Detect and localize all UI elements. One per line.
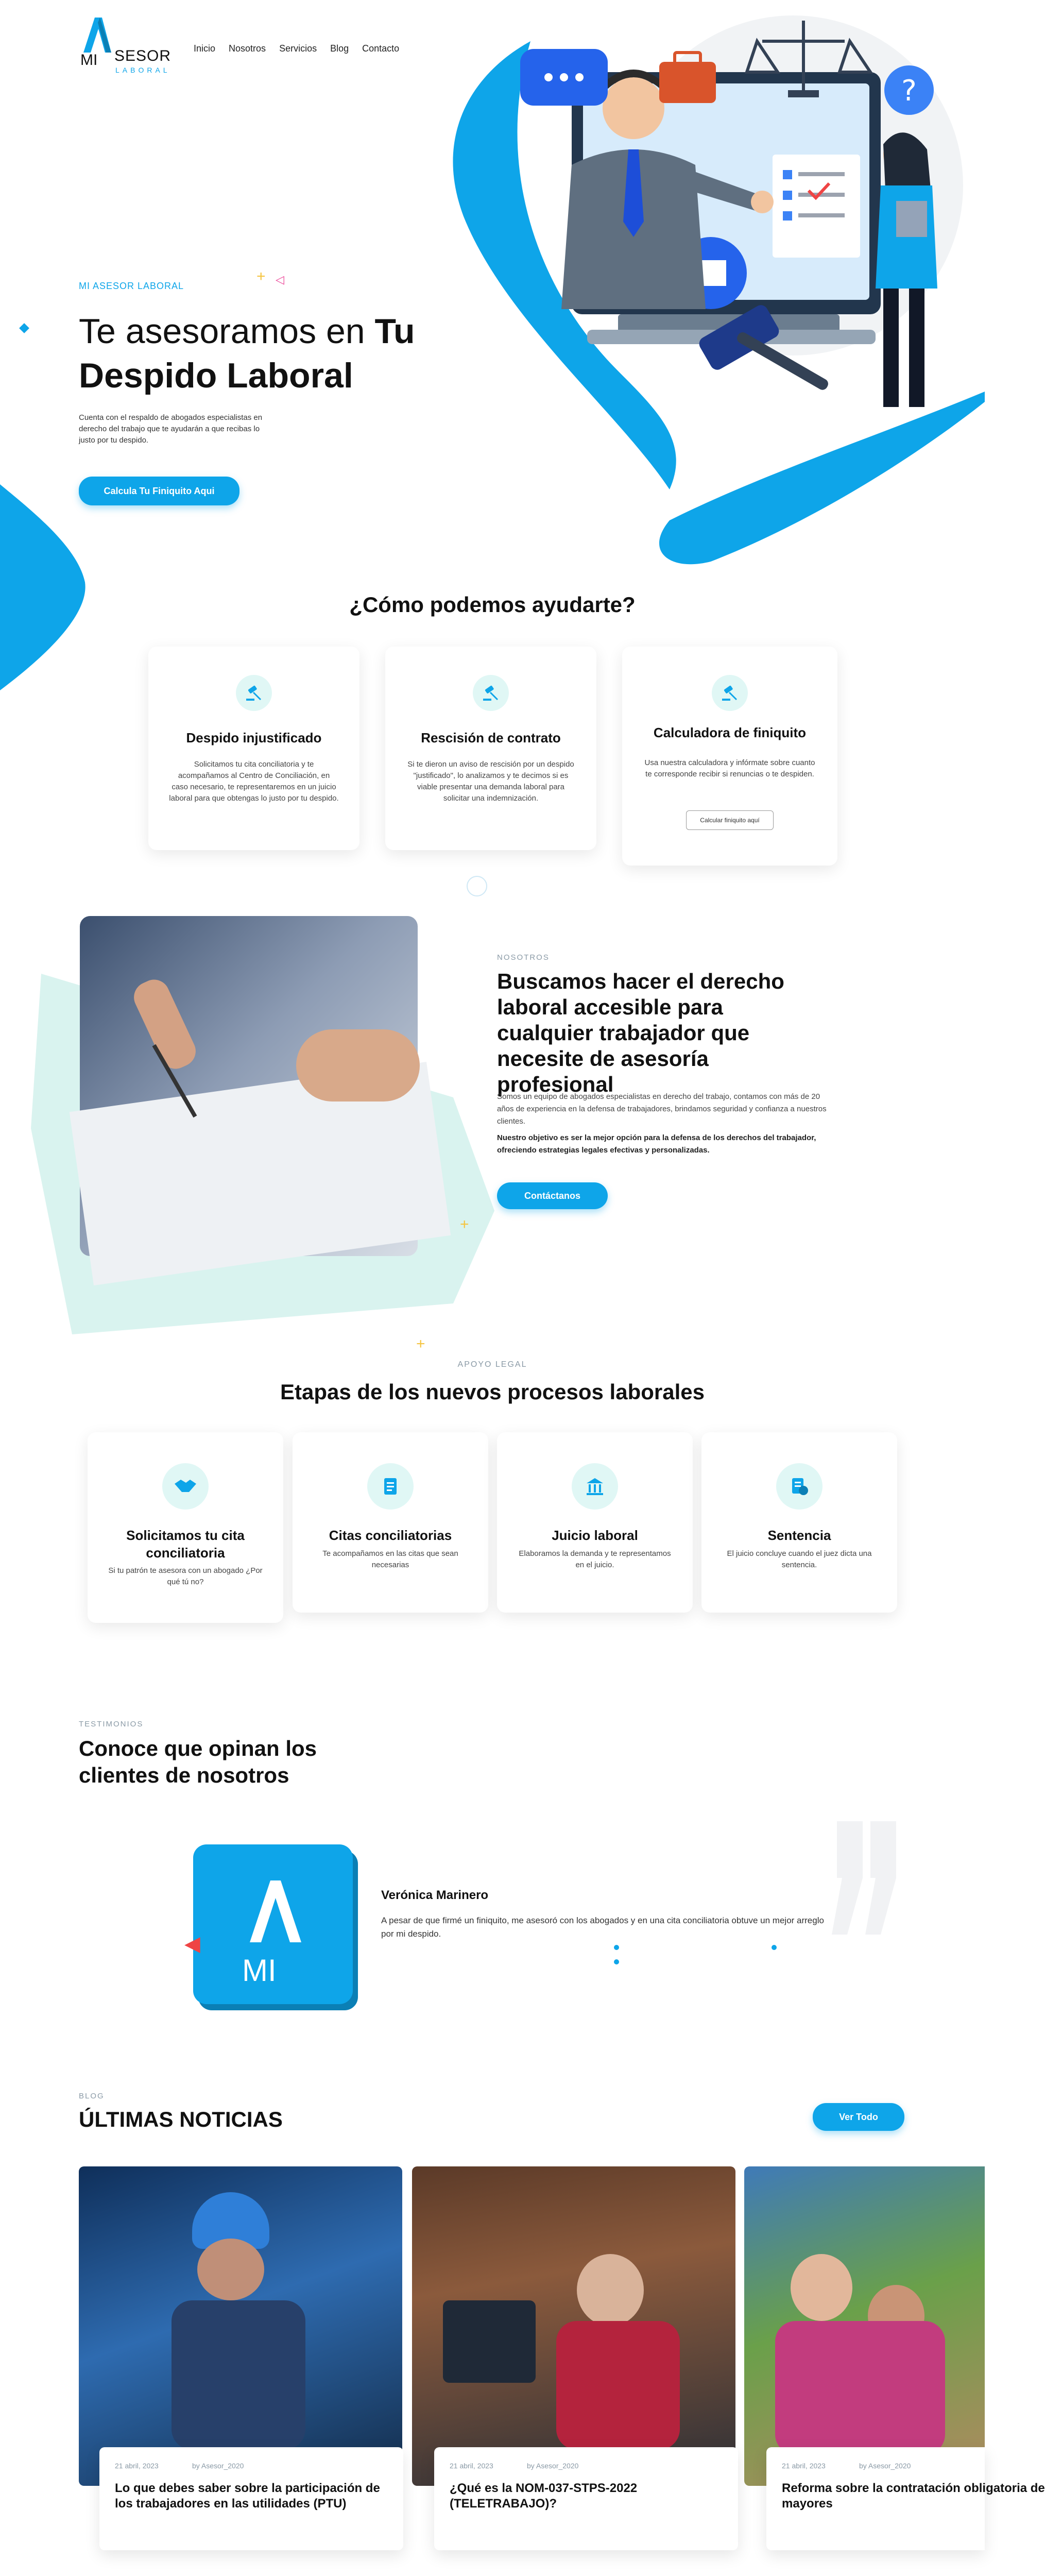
logo-mi: MI	[80, 52, 98, 69]
blog-image	[744, 2166, 985, 2486]
decor-plus: +	[256, 268, 266, 285]
decor-plus: +	[460, 1216, 469, 1233]
logo-mark-icon	[79, 15, 115, 54]
about-title: Buscamos hacer el derecho laboral accesible para cualquier trabajador que necesite de asesoría profesional	[497, 969, 784, 1096]
stage-card	[497, 1432, 693, 1613]
decor-dot	[772, 1945, 777, 1950]
decor-left-shape	[0, 479, 88, 696]
decor-triangle: ◁	[276, 273, 284, 286]
decor-dot	[614, 1959, 619, 1964]
stage-card-text: Elaboramos la demanda y te representamos en el juicio.	[519, 1549, 671, 1569]
logo-laboral: LABORAL	[115, 66, 170, 74]
blog-eyebrow: BLOG	[79, 2092, 105, 2100]
help-card	[148, 647, 359, 850]
nav-blog[interactable]: Blog	[330, 43, 349, 54]
about-eyebrow: NOSOTROS	[497, 953, 550, 962]
stage-card-title: Citas conciliatorias	[329, 1528, 452, 1543]
view-all-button[interactable]: Ver Todo	[813, 2103, 904, 2131]
stage-card-title: Juicio laboral	[552, 1528, 638, 1543]
hero-title-bold: Tu Despido Laboral	[79, 312, 415, 395]
stage-card-title: Sentencia	[767, 1528, 831, 1543]
hero-cta-button[interactable]: Calcula Tu Finiquito Aqui	[79, 477, 239, 505]
post-title[interactable]: ¿Qué es la NOM-037-STPS-2022 (TELETRABAJO)?	[450, 2481, 638, 2511]
stages-title: Etapas de los nuevos procesos laborales	[280, 1380, 705, 1404]
svg-text:?: ?	[901, 74, 917, 108]
post-date: 21 abril, 2023	[115, 2462, 159, 2470]
help-card-text: Solicitamos tu cita conciliatoria y te acompañamos al Centro de Conciliación, en caso necesario, te representaremos en un juicio laboral para que obtengas lo justo por tu despido.	[169, 760, 339, 803]
help-card-text: Si te dieron un aviso de rescisión por un despido "justificado", lo analizamos y te decimos si es viable presentar una demanda laboral para solicitar una indemnización.	[407, 760, 574, 803]
site-logo[interactable]	[77, 15, 172, 77]
nav-contacto[interactable]: Contacto	[362, 43, 400, 54]
testimonial-avatar	[193, 1844, 353, 2004]
post-title[interactable]: Lo que debes saber sobre la participación de los trabajadores en las utilidades (PTU)	[115, 2481, 380, 2511]
stage-card-text: Te acompañamos en las citas que sean necesarias	[322, 1549, 458, 1569]
post-title-continued: mayores	[782, 2497, 833, 2511]
help-card-title: Rescisión de contrato	[421, 730, 561, 745]
decor-circle	[467, 876, 487, 896]
stage-card-text: El juicio concluye cuando el juez dicta una sentencia.	[727, 1549, 872, 1569]
quote-icon	[832, 1821, 901, 1940]
help-card	[622, 647, 837, 866]
hero-title-pre: Te asesoramos en	[79, 312, 375, 351]
nav-nosotros[interactable]: Nosotros	[229, 43, 266, 54]
calculator-button[interactable]: Calcular finiquito aquí	[686, 810, 774, 830]
blog-title: ÚLTIMAS NOTICIAS	[79, 2107, 283, 2131]
testimonial-name: Verónica Marinero	[381, 1888, 489, 1902]
post-date: 21 abril, 2023	[450, 2462, 493, 2470]
decor-triangle: ◀	[184, 1933, 200, 1955]
document-icon	[367, 1463, 414, 1510]
stage-card	[88, 1432, 283, 1623]
gavel-icon	[712, 675, 748, 711]
about-contact-button[interactable]: Contáctanos	[497, 1182, 608, 1209]
testimonials-eyebrow: TESTIMONIOS	[79, 1720, 144, 1728]
blog-post-card[interactable]	[99, 2447, 403, 2550]
blog-post-card[interactable]	[766, 2447, 1045, 2550]
post-author: by Asesor_2020	[192, 2462, 244, 2470]
help-card-title: Calculadora de finiquito	[653, 725, 807, 740]
gavel-icon	[236, 675, 272, 711]
help-card-title: Despido injustificado	[186, 730, 322, 745]
nav-inicio[interactable]: Inicio	[194, 43, 216, 54]
main-nav	[194, 43, 399, 54]
blog-post-card[interactable]	[434, 2447, 738, 2550]
hero-title	[79, 309, 450, 398]
about-photo	[80, 916, 418, 1256]
help-card-text: Usa nuestra calculadora y infórmate sobre cuanto te corresponde recibir si renuncias o te despiden.	[644, 758, 815, 778]
hero-description: Cuenta con el respaldo de abogados especialistas en derecho del trabajo que te ayudarán a que recibas lo justo por tu despido.	[79, 413, 263, 445]
decor-dot	[614, 1945, 619, 1950]
decor-diamond	[19, 323, 29, 333]
blog-image	[412, 2166, 735, 2486]
help-title: ¿Cómo podemos ayudarte?	[349, 592, 636, 617]
post-author: by Asesor_2020	[859, 2462, 911, 2470]
ruling-icon	[776, 1463, 823, 1510]
nav-servicios[interactable]: Servicios	[279, 43, 317, 54]
testimonials-title: Conoce que opinan los clientes de nosotros	[79, 1736, 317, 1787]
post-title[interactable]: Reforma sobre la contratación obligatoria de	[782, 2481, 1045, 2495]
gavel-icon	[473, 675, 509, 711]
stage-card-title: Solicitamos tu cita conciliatoria	[126, 1528, 245, 1561]
stage-card	[701, 1432, 897, 1613]
post-date: 21 abril, 2023	[782, 2462, 826, 2470]
court-icon	[572, 1463, 618, 1510]
logo-sesor: SESOR	[114, 47, 172, 64]
hero-illustration	[402, 0, 985, 577]
about-objective: Nuestro objetivo es ser la mejor opción para la defensa de los derechos del trabajador, ofreciendo estrategias legales efectivas y personalizadas.	[497, 1133, 816, 1155]
stage-card-text: Si tu patrón te asesora con un abogado ¿Por qué tú no?	[108, 1566, 263, 1586]
stage-card	[293, 1432, 488, 1613]
help-card	[385, 647, 596, 850]
avatar-logo-text: MI	[242, 1953, 277, 1988]
testimonial-text: A pesar de que firmé un finiquito, me asesoró con los abogados y en una cita conciliatoria obtuve un mejor arreglo por mi despido.	[381, 1916, 824, 1939]
hero-eyebrow: MI ASESOR LABORAL	[79, 281, 184, 291]
post-author: by Asesor_2020	[527, 2462, 579, 2470]
blog-image	[79, 2166, 402, 2486]
about-paragraph: Somos un equipo de abogados especialistas en derecho del trabajo, contamos con más de 20 años de experiencia en la defensa de trabajadores, brindamos seguridad y confianza a nuestros clientes.	[497, 1092, 827, 1126]
decor-plus: +	[416, 1335, 425, 1352]
handshake-icon	[162, 1463, 209, 1510]
stages-eyebrow: APOYO LEGAL	[457, 1360, 527, 1369]
